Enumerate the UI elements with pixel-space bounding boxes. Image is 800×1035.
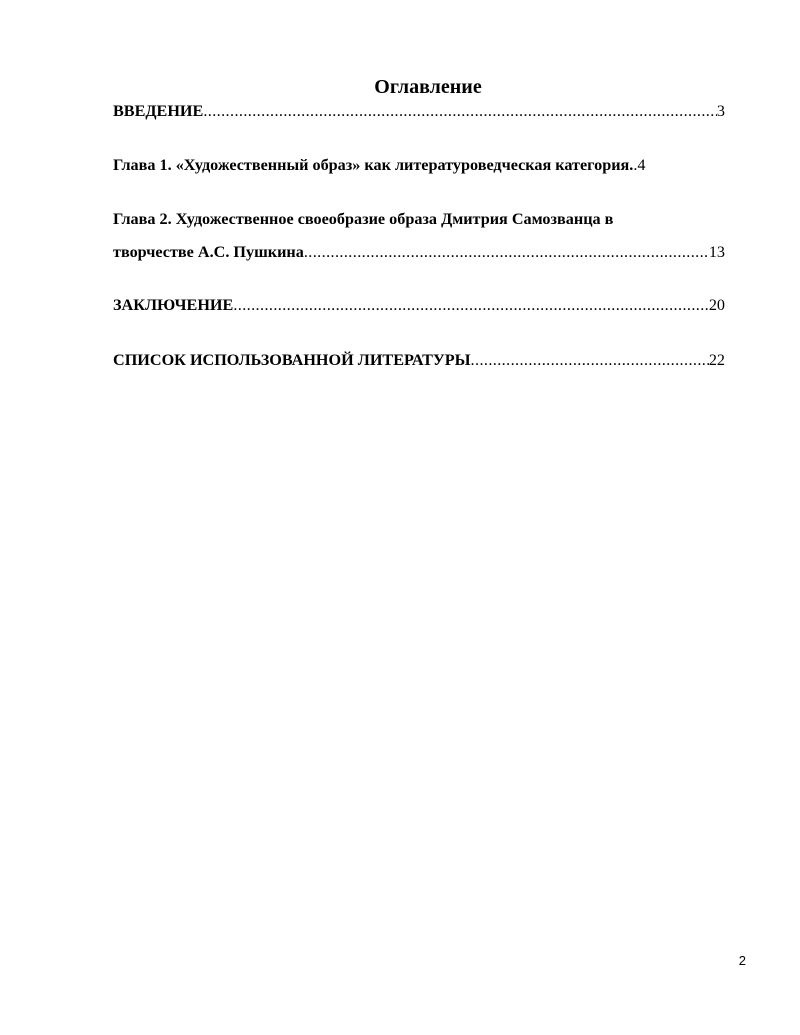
toc-entry-title: ВВЕДЕНИЕ bbox=[113, 102, 204, 120]
toc-entry-page: 22 bbox=[708, 351, 725, 369]
toc-heading: Оглавление bbox=[374, 76, 482, 98]
toc-entry-title: Глава 1. «Художественный образ» как литературоведческая категория. bbox=[113, 156, 634, 174]
toc-entry-page: 3 bbox=[716, 102, 725, 120]
toc-entry-separator: . bbox=[633, 156, 638, 174]
toc-entry-chapter-2[interactable] bbox=[113, 242, 725, 262]
toc-entry-title: творчестве А.С. Пушкина bbox=[113, 243, 304, 261]
toc-entry-page: 4 bbox=[637, 156, 646, 174]
toc-entry-chapter-2-line-1[interactable]: Глава 2. Художественное своеобразие образа Дмитрия Самозванца в bbox=[113, 210, 614, 228]
toc-entry-conclusion[interactable] bbox=[113, 295, 725, 315]
toc-leader-dots bbox=[233, 295, 709, 315]
toc-entry-chapter-1[interactable] bbox=[113, 155, 725, 175]
toc-leader-dots bbox=[304, 242, 709, 262]
page-number: 2 bbox=[738, 953, 746, 968]
toc-entry-references[interactable] bbox=[113, 350, 725, 370]
toc-entry-page: 13 bbox=[708, 243, 725, 261]
toc-leader-dots bbox=[203, 101, 717, 121]
toc-entry-introduction[interactable] bbox=[113, 101, 725, 121]
toc-leader-dots bbox=[471, 350, 709, 370]
toc-entry-page: 20 bbox=[708, 296, 725, 314]
toc-entry-title: ЗАКЛЮЧЕНИЕ bbox=[113, 296, 234, 314]
toc-entry-title: СПИСОК ИСПОЛЬЗОВАННОЙ ЛИТЕРАТУРЫ bbox=[113, 351, 471, 369]
